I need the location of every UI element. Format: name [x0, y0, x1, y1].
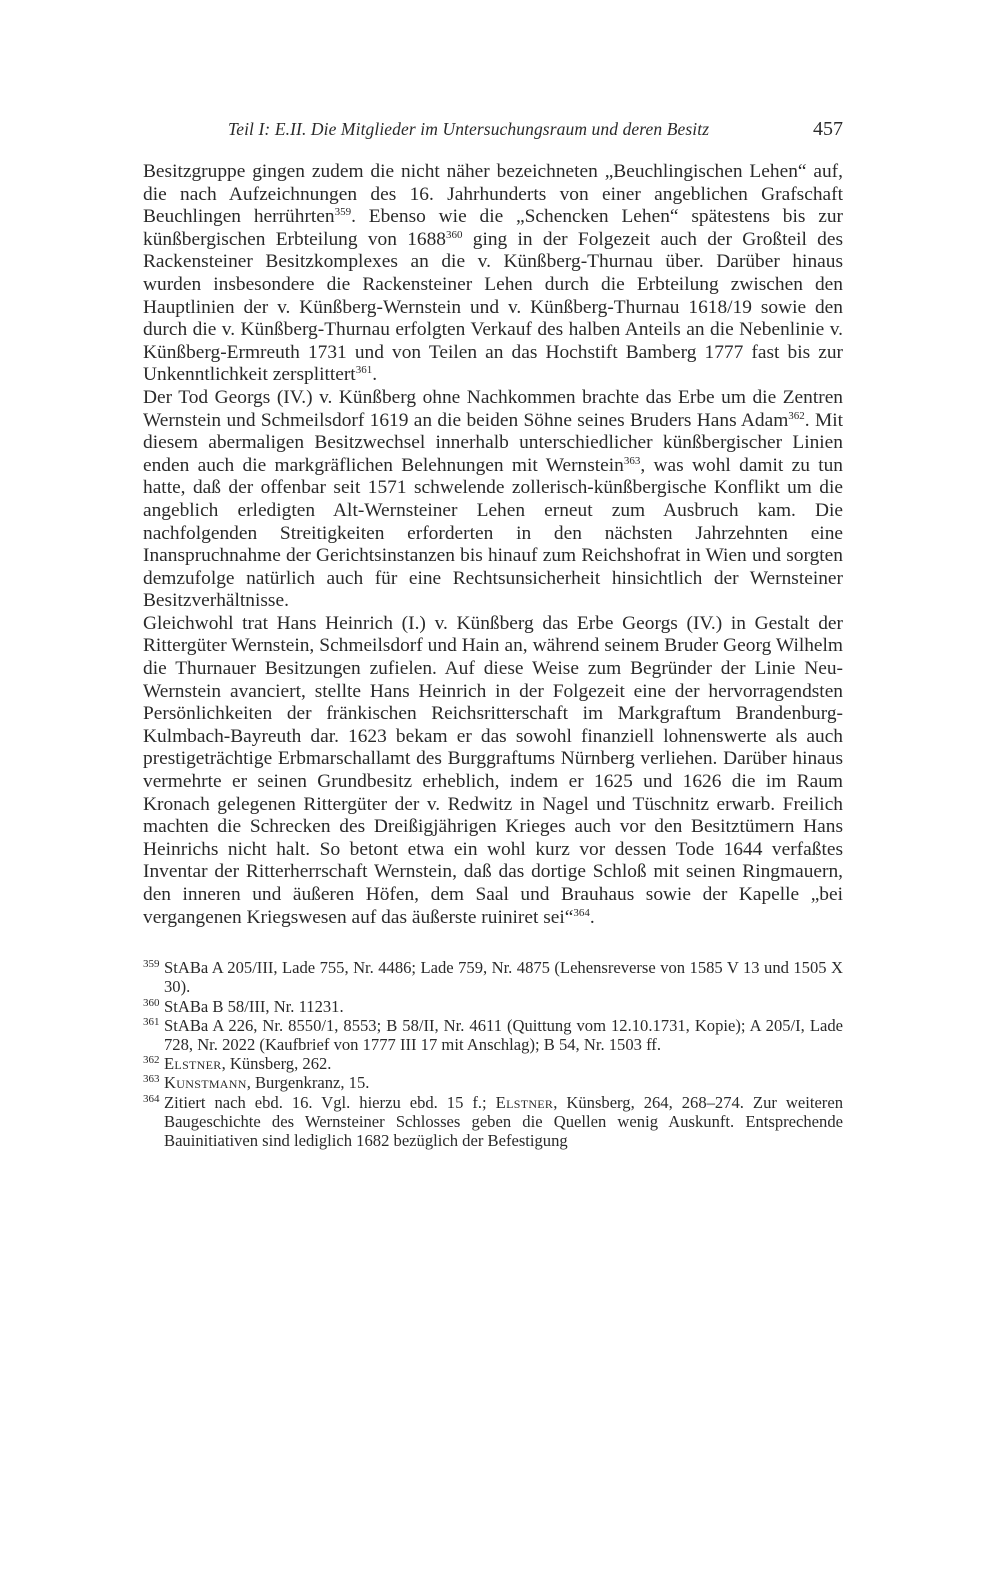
footnote-text: , Künsberg, 264, 268–274. Zur weiteren Baugeschichte des Wernsteiner Schlosses geben die Quellen wenig Auskunft. Entsprechende Bauinitiativen sind lediglich 1682 bezüglich der Befestigung [164, 1092, 843, 1151]
footnote-ref[interactable]: 360 [445, 228, 463, 241]
paragraph-text: ging in der Folgezeit auch der Großteil des Rackensteiner Besitzkomplexes an die v. Künßberg-Thurnau über. Darüber hinaus wurden insbesondere die Rackensteiner Lehen durch die Erbteilung zwischen den Hauptlinien der v. Künßberg-Wernstein und v. Künßberg-Thurnau 1618/19 sowie den durch die v. Künßberg-Thurnau erfolgten Verkauf des halben Anteils an die Nebenlinie v. Künßberg-Ermreuth 1731 und von Teilen an das Hochstift Bamberg 1777 fast bis zur Unkenntlichkeit zersplittert [143, 228, 843, 386]
footnote-ref[interactable]: 363 [623, 454, 641, 467]
footnotes [143, 958, 843, 1150]
footnote-text: , Burgenkranz, 15. [246, 1073, 370, 1093]
footnote [143, 997, 843, 1016]
footnote-number: 363 [143, 1073, 160, 1086]
main-text [143, 161, 843, 929]
footnote-text: Zitiert nach ebd. 16. Vgl. hierzu ebd. 15 f.; [164, 1092, 496, 1112]
footnote-number: 364 [143, 1092, 160, 1105]
running-title: Teil I: E.II. Die Mitglieder im Untersuchungsraum und deren Besitz [228, 119, 710, 139]
running-header [143, 112, 843, 146]
footnote-number: 362 [143, 1054, 160, 1067]
paragraph [143, 387, 843, 613]
footnote-number: 359 [143, 958, 160, 971]
paragraph-text: Gleichwohl trat Hans Heinrich (I.) v. Künßberg das Erbe Georgs (IV.) in Gestalt der Rittergüter Wernstein, Schmeilsdorf und Hain an, während seinem Bruder Georg Wilhelm die Thurnauer Besitzungen zufielen. Auf diese Weise zum Begründer der Linie Neu-Wernstein avanciert, stellte Hans Heinrich in der Folgezeit eine der hervorragendsten Persönlichkeiten der fränkischen Reichsritterschaft im Markgraftum Brandenburg-Kulmbach-Bayreuth dar. 1623 bekam er das sowohl finanziell lohnenswerte als auch prestigeträchtige Erbmarschallamt des Burggraftums Nürnberg verliehen. Darüber hinaus vermehrte er seinen Grundbesitz erheblich, indem er 1625 und 1626 die im Raum Kronach gelegenen Rittergüter der v. Redwitz in Nagel und Tüschnitz erwarb. Freilich machten die Schrecken des Dreißigjährigen Krieges auch vor den Besitztümern Hans Heinrichs nicht halt. So betont etwa ein wohl kurz vor dessen Tode 1644 verfaßtes Inventar der Ritterherrschaft Wernstein, daß das dortige Schloß mit seinen Ringmauern, den inneren und äußeren Höfen, dem Saal und Brauhaus sowie der Kapelle „bei vergangenen Kriegswesen auf das äußerste ruiniret sei“ [143, 612, 843, 928]
paragraph-text: . Ebenso wie die „Schencken Lehen“ spätestens bis zur künßbergischen Erbteilung von 1688 [143, 206, 844, 250]
paragraph-text: . Mit diesem abermaligen Besitzwechsel innerhalb unterschiedlicher künßbergischer Linien enden auch die markgräflichen Belehnungen mit Wernstein [143, 409, 843, 476]
footnote-number: 360 [143, 996, 160, 1009]
footnote-author: Elstner [164, 1054, 222, 1074]
footnote-number: 361 [143, 1015, 160, 1028]
footnote [143, 1016, 843, 1054]
footnote [143, 958, 843, 996]
paragraph-text: , was wohl damit zu tun hatte, daß der offenbar seit 1571 schwelende zollerisch-künßbergische Konflikt um die angeblich erledigten Alt-Wernsteiner Lehen erneut zum Ausbruch kam. Die nachfolgenden Streitigkeiten erforderten in den nächsten Jahrzehnten eine Inanspruchnahme der Gerichtsinstanzen bis hinauf zum Reichshofrat in Wien und sorgten demzufolge natürlich auch für eine Rechtsunsicherheit hinsichtlich der Wernsteiner Besitzverhältnisse. [143, 454, 843, 612]
footnote-text: StABa A 226, Nr. 8550/1, 8553; B 58/II, Nr. 4611 (Quittung vom 12.10.1731, Kopie); A 205/I, Lade 728, Nr. 2022 (Kaufbrief von 1777 III 17 mit Anschlag); B 54, Nr. 1503 ff. [164, 1015, 843, 1054]
footnote [143, 1093, 843, 1151]
footnote [143, 1054, 843, 1073]
paragraph-text: Besitzgruppe gingen zudem die nicht näher bezeichneten „Beuchlingischen Lehen“ auf, die nach Aufzeichnungen des 16. Jahrhunderts von einer angeblichen Grafschaft Beuchlingen herrührten [143, 161, 843, 228]
footnote-ref[interactable]: 364 [573, 906, 590, 919]
footnote-ref[interactable]: 359 [334, 206, 352, 219]
paragraph [143, 613, 843, 929]
paragraph [143, 161, 843, 387]
paragraph-text: . [589, 906, 595, 928]
paragraph-text: Der Tod Georgs (IV.) v. Künßberg ohne Nachkommen brachte das Erbe um die Zentren Wernstein und Schmeilsdorf 1619 an die beiden Söhne seines Bruders Hans Adam [143, 386, 843, 431]
footnote [143, 1073, 843, 1092]
footnote-text: StABa A 205/III, Lade 755, Nr. 4486; Lade 759, Nr. 4875 (Lehensreverse von 1585 V 13 und 1505 X 30). [164, 958, 843, 997]
footnote-text: , Künsberg, 262. [221, 1054, 332, 1074]
book-page [143, 112, 843, 1150]
footnote-author: Elstner [495, 1092, 554, 1112]
paragraph-text: . [372, 364, 378, 386]
footnote-ref[interactable]: 362 [788, 409, 805, 422]
footnote-ref[interactable]: 361 [355, 364, 373, 377]
page-number: 457 [813, 118, 843, 140]
footnote-text: StABa B 58/III, Nr. 11231. [164, 996, 344, 1016]
footnote-author: Kunstmann [164, 1073, 247, 1093]
